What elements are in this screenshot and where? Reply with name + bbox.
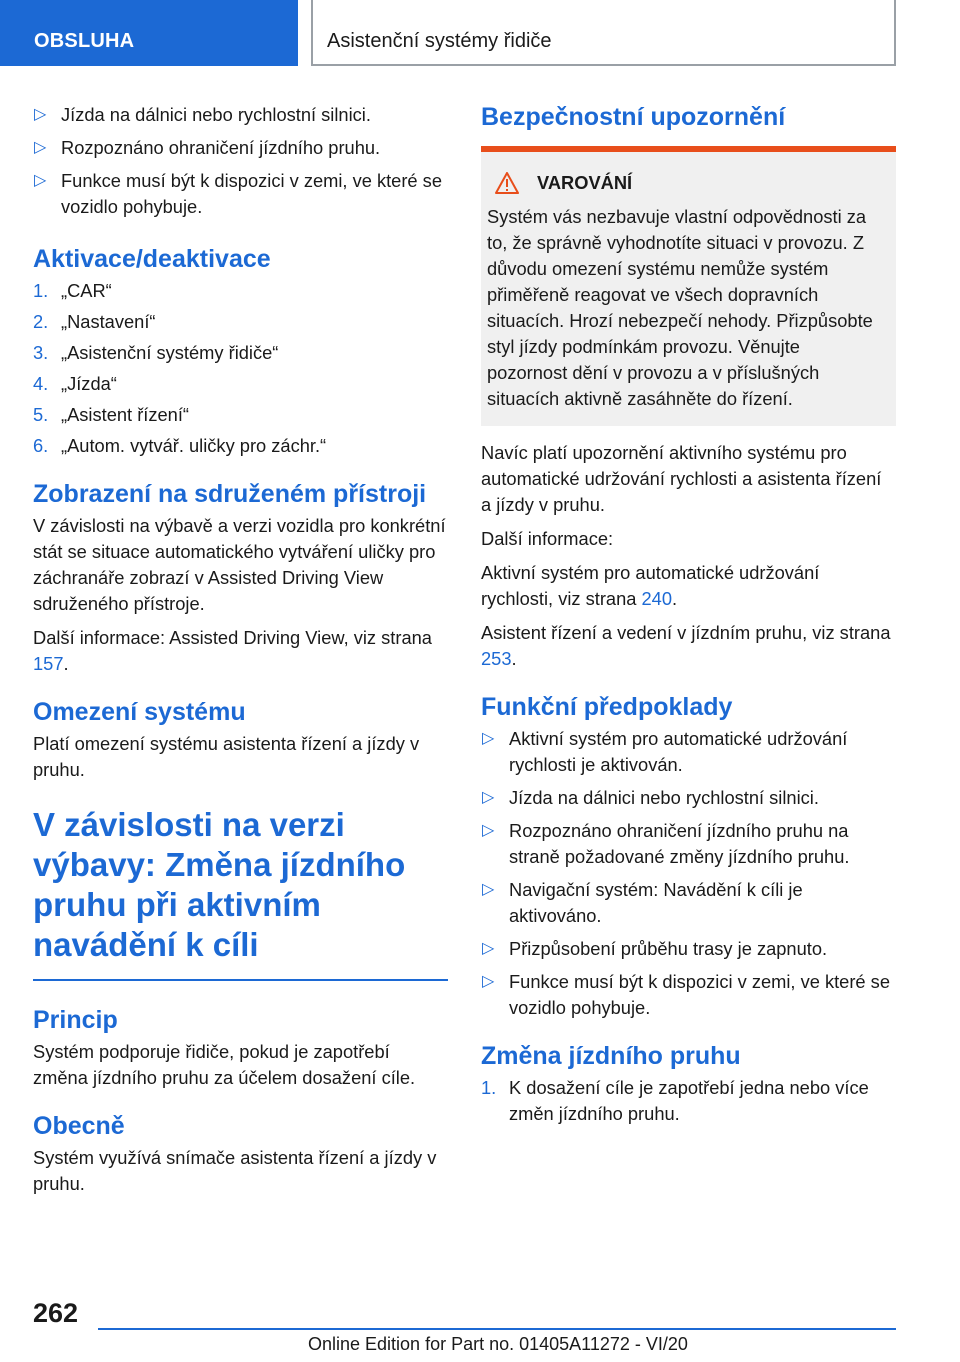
list-item: ▷ Rozpoznáno ohraničení jízdního pruhu na straně požadované změny jízdního pruhu. <box>482 820 850 867</box>
page-header <box>0 0 960 66</box>
principle-text: Systém podporuje řidiče, pokud je zapotřebí změna jízdního pruhu za účelem dosažení cíle. <box>33 1041 416 1088</box>
warning-label: VAROVÁNÍ <box>537 172 633 193</box>
activation-heading: Aktivace/deaktivace <box>33 245 271 273</box>
page-link-253[interactable]: 253 <box>481 648 512 669</box>
chapter-divider <box>33 979 448 981</box>
triangle-bullet-icon: ▷ <box>34 172 47 189</box>
warning-box <box>481 146 896 426</box>
step-item: 5. „Asistent řízení“ <box>33 404 190 425</box>
step-item: 6. „Autom. vytvář. uličky pro záchr.“ <box>33 435 327 456</box>
triangle-bullet-icon: ▷ <box>482 789 495 806</box>
warning-text: Systém vás nezbavuje vlastní odpovědnosti za to, že správně vyhodnotíte situaci v provozu. Z důvodu omezení systému nemůže systém přiměřeně reagovat ve všech dopravních situacích. Hrozí nebezpečí nehody. Přizpůsobte styl jízdy podmínkám provozu. Věnujte pozornost dění v provozu a v příslušných situacích aktivně zasáhněte do řízení. <box>487 206 873 409</box>
safety-note: Navíc platí upozornění aktivního systému pro automatické udržování rychlosti a asistenta řízení a jízdy v pruhu. <box>481 442 882 515</box>
warning-triangle-icon <box>495 172 519 194</box>
activation-steps <box>33 278 448 459</box>
list-item: ▷ Jízda na dálnici nebo rychlostní silnici. <box>481 785 896 811</box>
step-item: 2. „Nastavení“ <box>33 311 156 332</box>
reference-acc: Aktivní systém pro automatické udržování rychlosti, viz strana 240. <box>481 562 820 609</box>
display-more-info: Další informace: Assisted Driving View, viz strana 157. <box>33 627 432 674</box>
triangle-bullet-icon: ▷ <box>482 973 495 990</box>
triangle-bullet-icon: ▷ <box>34 139 47 156</box>
lane-change-heading: Změna jízdního pruhu <box>481 1042 741 1070</box>
edition-info: Online Edition for Part no. 01405A11272 - VI/20 <box>308 1334 688 1354</box>
triangle-bullet-icon: ▷ <box>482 730 495 747</box>
triangle-bullet-icon: ▷ <box>482 822 495 839</box>
chapter-title: V závislosti na verzi výbavy: Změna jízdního pruhu při aktivním navádění k cíli <box>33 806 406 963</box>
intro-bullet-list <box>33 102 448 220</box>
limits-heading: Omezení systému <box>33 698 246 726</box>
step-item: 3. „Asistenční systémy řidiče“ <box>33 342 279 363</box>
list-item: ▷ Funkce musí být k dispozici v zemi, ve které se vozidlo pohybuje. <box>482 971 890 1018</box>
chapter-tab: Asistenční systémy řidiče <box>311 0 896 66</box>
list-item: ▷ Přizpůsobení průběhu trasy je zapnuto. <box>481 936 896 962</box>
prerequisites-list <box>481 726 896 1021</box>
step-item: 1. „CAR“ <box>33 280 112 301</box>
list-item: ▷ Navigační systém: Navádění k cíli je aktivováno. <box>482 879 803 926</box>
triangle-bullet-icon: ▷ <box>34 106 47 123</box>
general-text: Systém využívá snímače asistenta řízení a jízdy v pruhu. <box>33 1147 437 1194</box>
prerequisites-heading: Funkční předpoklady <box>481 693 733 721</box>
step-item: 4. „Jízda“ <box>33 373 117 394</box>
principle-heading: Princip <box>33 1006 118 1034</box>
more-info-label: Další informace: <box>481 528 614 549</box>
general-heading: Obecně <box>33 1112 125 1140</box>
step-item: 1. K dosažení cíle je zapotřebí jedna nebo více změn jízdního pruhu. <box>481 1077 869 1124</box>
display-text: V závislosti na výbavě a verzi vozidla pro konkrétní stát se situace automatického vytváření uličky pro záchranáře zobrazí v Assisted Driving View sdruženého přístroje. <box>33 515 446 614</box>
limits-text: Platí omezení systému asistenta řízení a jízdy v pruhu. <box>33 733 420 780</box>
footer-divider <box>98 1328 896 1330</box>
triangle-bullet-icon: ▷ <box>482 881 495 898</box>
list-item: ▷ Aktivní systém pro automatické udržování rychlosti je aktivován. <box>482 728 848 775</box>
list-item: ▷ Funkce musí být k dispozici v zemi, ve které se vozidlo pohybuje. <box>34 170 442 217</box>
section-tab: OBSLUHA <box>0 0 298 66</box>
warning-header <box>487 172 882 194</box>
reference-steering: Asistent řízení a vedení v jízdním pruhu, viz strana 253. <box>481 622 891 669</box>
list-item: ▷ Jízda na dálnici nebo rychlostní silnici. <box>33 102 448 128</box>
page-number: 262 <box>33 1298 79 1328</box>
safety-heading: Bezpečnostní upozornění <box>481 103 786 131</box>
display-heading: Zobrazení na sdruženém přístroji <box>33 480 427 508</box>
triangle-bullet-icon: ▷ <box>482 940 495 957</box>
left-column <box>33 102 448 1205</box>
right-column <box>481 102 896 1135</box>
page-link-157[interactable]: 157 <box>33 653 64 674</box>
list-item: ▷ Rozpoznáno ohraničení jízdního pruhu. <box>33 135 448 161</box>
lane-change-steps <box>481 1075 896 1127</box>
page-link-240[interactable]: 240 <box>641 588 673 609</box>
